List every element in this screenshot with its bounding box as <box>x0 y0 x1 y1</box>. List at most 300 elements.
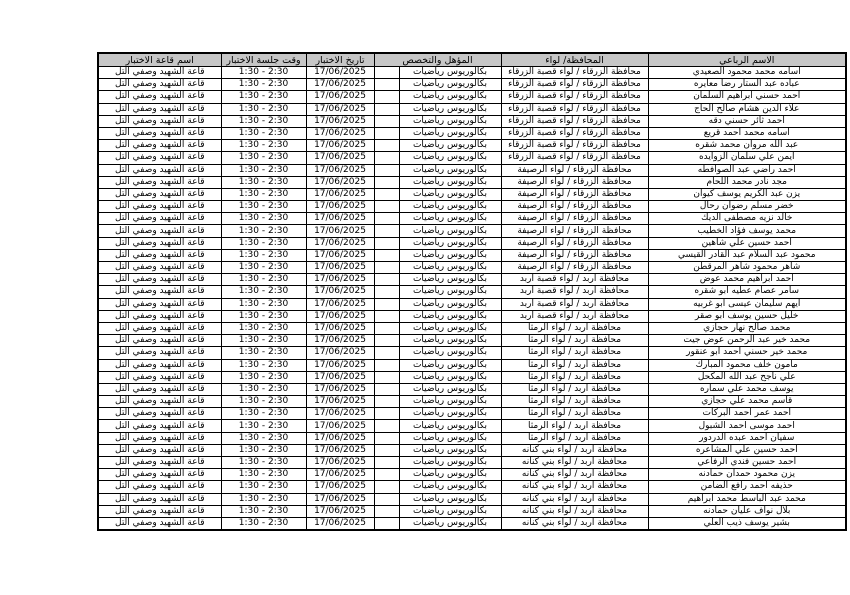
cell-governorate-district: محافظة الزرقاء / لواء قصبة الزرقاء <box>501 91 648 103</box>
cell-full-name: عباده عبد الستار رضا معايره <box>648 79 846 91</box>
table-row <box>98 91 846 103</box>
cell-exam-date: 17/06/2025 <box>306 249 374 261</box>
table-row <box>98 322 846 334</box>
cell-exam-hall-name: قاعة الشهيد وصفي التل <box>98 505 221 517</box>
table-row <box>98 140 846 152</box>
exam-schedule-sheet <box>97 52 847 531</box>
cell-exam-session-time: 1:30 - 2:30 <box>221 115 306 127</box>
cell-exam-session-time: 1:30 - 2:30 <box>221 127 306 139</box>
cell-governorate-district: محافظة اربد / لواء بني كنانه <box>501 505 648 517</box>
cell-exam-hall-name: قاعة الشهيد وصفي التل <box>98 481 221 493</box>
col-header-exam-date: تاريخ الاختبار <box>306 53 374 67</box>
cell-full-name: عبد الله مروان محمد شقره <box>648 140 846 152</box>
cell-exam-session-time: 1:30 - 2:30 <box>221 481 306 493</box>
cell-governorate-district: محافظة اربد / لواء بني كنانه <box>501 457 648 469</box>
cell-exam-session-time: 1:30 - 2:30 <box>221 103 306 115</box>
cell-spacer <box>374 152 399 164</box>
cell-exam-date: 17/06/2025 <box>306 225 374 237</box>
cell-full-name: محمد عبد الباسط محمد ابراهيم <box>648 493 846 505</box>
cell-governorate-district: محافظة اربد / لواء الرمثا <box>501 359 648 371</box>
cell-spacer <box>374 79 399 91</box>
cell-exam-session-time: 1:30 - 2:30 <box>221 396 306 408</box>
cell-exam-hall-name: قاعة الشهيد وصفي التل <box>98 371 221 383</box>
cell-governorate-district: محافظة الزرقاء / لواء قصبة الزرقاء <box>501 103 648 115</box>
table-row <box>98 164 846 176</box>
cell-exam-date: 17/06/2025 <box>306 188 374 200</box>
cell-exam-hall-name: قاعة الشهيد وصفي التل <box>98 469 221 481</box>
cell-exam-session-time: 1:30 - 2:30 <box>221 432 306 444</box>
cell-qualification-specialization: بكالوريوس رياضيات <box>399 517 501 530</box>
col-header-qualification-specialization: المؤهل والتخصص <box>374 53 501 67</box>
cell-qualification-specialization: بكالوريوس رياضيات <box>399 103 501 115</box>
cell-qualification-specialization: بكالوريوس رياضيات <box>399 188 501 200</box>
cell-full-name: احمد ثائر حسني دقه <box>648 115 846 127</box>
cell-exam-hall-name: قاعة الشهيد وصفي التل <box>98 262 221 274</box>
cell-full-name: محمد يوسف فؤاد الخطيب <box>648 225 846 237</box>
cell-exam-date: 17/06/2025 <box>306 359 374 371</box>
cell-qualification-specialization: بكالوريوس رياضيات <box>399 91 501 103</box>
table-row <box>98 79 846 91</box>
cell-exam-hall-name: قاعة الشهيد وصفي التل <box>98 335 221 347</box>
cell-spacer <box>374 469 399 481</box>
cell-exam-session-time: 1:30 - 2:30 <box>221 286 306 298</box>
cell-exam-hall-name: قاعة الشهيد وصفي التل <box>98 298 221 310</box>
cell-qualification-specialization: بكالوريوس رياضيات <box>399 420 501 432</box>
cell-exam-session-time: 1:30 - 2:30 <box>221 420 306 432</box>
cell-exam-hall-name: قاعة الشهيد وصفي التل <box>98 493 221 505</box>
table-row <box>98 152 846 164</box>
cell-qualification-specialization: بكالوريوس رياضيات <box>399 79 501 91</box>
table-row <box>98 298 846 310</box>
cell-qualification-specialization: بكالوريوس رياضيات <box>399 140 501 152</box>
cell-qualification-specialization: بكالوريوس رياضيات <box>399 298 501 310</box>
cell-exam-hall-name: قاعة الشهيد وصفي التل <box>98 517 221 530</box>
table-row <box>98 493 846 505</box>
cell-exam-date: 17/06/2025 <box>306 298 374 310</box>
cell-qualification-specialization: بكالوريوس رياضيات <box>399 201 501 213</box>
table-row <box>98 188 846 200</box>
cell-qualification-specialization: بكالوريوس رياضيات <box>399 444 501 456</box>
cell-exam-session-time: 1:30 - 2:30 <box>221 91 306 103</box>
cell-exam-date: 17/06/2025 <box>306 91 374 103</box>
cell-exam-hall-name: قاعة الشهيد وصفي التل <box>98 432 221 444</box>
cell-governorate-district: محافظة الزرقاء / لواء قصبة الزرقاء <box>501 127 648 139</box>
cell-exam-session-time: 1:30 - 2:30 <box>221 152 306 164</box>
cell-exam-hall-name: قاعة الشهيد وصفي التل <box>98 164 221 176</box>
cell-governorate-district: محافظة اربد / لواء بني كنانه <box>501 469 648 481</box>
cell-exam-session-time: 1:30 - 2:30 <box>221 249 306 261</box>
cell-full-name: احمد موسى احمد الشبول <box>648 420 846 432</box>
cell-qualification-specialization: بكالوريوس رياضيات <box>399 115 501 127</box>
cell-exam-session-time: 1:30 - 2:30 <box>221 79 306 91</box>
cell-qualification-specialization: بكالوريوس رياضيات <box>399 493 501 505</box>
cell-exam-date: 17/06/2025 <box>306 152 374 164</box>
cell-governorate-district: محافظة الزرقاء / لواء قصبة الزرقاء <box>501 79 648 91</box>
cell-qualification-specialization: بكالوريوس رياضيات <box>399 322 501 334</box>
cell-qualification-specialization: بكالوريوس رياضيات <box>399 457 501 469</box>
cell-governorate-district: محافظة الزرقاء / لواء الرصيفة <box>501 225 648 237</box>
cell-exam-date: 17/06/2025 <box>306 213 374 225</box>
cell-full-name: احمد حسني ابراهيم السلمان <box>648 91 846 103</box>
cell-exam-hall-name: قاعة الشهيد وصفي التل <box>98 79 221 91</box>
cell-full-name: احمد عمر احمد البركات <box>648 408 846 420</box>
cell-exam-hall-name: قاعة الشهيد وصفي التل <box>98 286 221 298</box>
cell-full-name: يزن محمود حمدان حمادنه <box>648 469 846 481</box>
cell-spacer <box>374 383 399 395</box>
cell-exam-date: 17/06/2025 <box>306 493 374 505</box>
cell-full-name: اسامه محمد محمود الصعيدي <box>648 67 846 79</box>
cell-exam-hall-name: قاعة الشهيد وصفي التل <box>98 213 221 225</box>
cell-full-name: يوسف محمد علي سماره <box>648 383 846 395</box>
cell-exam-date: 17/06/2025 <box>306 383 374 395</box>
cell-spacer <box>374 298 399 310</box>
table-row <box>98 201 846 213</box>
cell-governorate-district: محافظة الزرقاء / لواء قصبة الزرقاء <box>501 140 648 152</box>
cell-governorate-district: محافظة اربد / لواء الرمثا <box>501 371 648 383</box>
cell-exam-session-time: 1:30 - 2:30 <box>221 201 306 213</box>
cell-exam-date: 17/06/2025 <box>306 408 374 420</box>
cell-spacer <box>374 249 399 261</box>
cell-governorate-district: محافظة الزرقاء / لواء الرصيفة <box>501 188 648 200</box>
cell-full-name: بشير يوسف ذيب العلي <box>648 517 846 530</box>
cell-governorate-district: محافظة اربد / لواء الرمثا <box>501 432 648 444</box>
cell-full-name: احمد حسين علي شاهين <box>648 237 846 249</box>
cell-qualification-specialization: بكالوريوس رياضيات <box>399 408 501 420</box>
cell-governorate-district: محافظة الزرقاء / لواء الرصيفة <box>501 237 648 249</box>
cell-governorate-district: محافظة الزرقاء / لواء قصبة الزرقاء <box>501 115 648 127</box>
cell-exam-date: 17/06/2025 <box>306 176 374 188</box>
cell-exam-hall-name: قاعة الشهيد وصفي التل <box>98 115 221 127</box>
cell-exam-date: 17/06/2025 <box>306 237 374 249</box>
cell-qualification-specialization: بكالوريوس رياضيات <box>399 310 501 322</box>
cell-exam-date: 17/06/2025 <box>306 469 374 481</box>
cell-full-name: احمد حسين فندي الرفاعي <box>648 457 846 469</box>
cell-exam-session-time: 1:30 - 2:30 <box>221 176 306 188</box>
cell-exam-session-time: 1:30 - 2:30 <box>221 188 306 200</box>
cell-spacer <box>374 262 399 274</box>
cell-governorate-district: محافظة اربد / لواء بني كنانه <box>501 444 648 456</box>
cell-spacer <box>374 359 399 371</box>
table-row <box>98 213 846 225</box>
cell-exam-session-time: 1:30 - 2:30 <box>221 335 306 347</box>
cell-exam-hall-name: قاعة الشهيد وصفي التل <box>98 420 221 432</box>
cell-exam-session-time: 1:30 - 2:30 <box>221 469 306 481</box>
cell-exam-hall-name: قاعة الشهيد وصفي التل <box>98 237 221 249</box>
cell-exam-hall-name: قاعة الشهيد وصفي التل <box>98 91 221 103</box>
table-row <box>98 249 846 261</box>
cell-full-name: احمد ابراهيم محمد عوض <box>648 274 846 286</box>
cell-exam-hall-name: قاعة الشهيد وصفي التل <box>98 201 221 213</box>
cell-exam-date: 17/06/2025 <box>306 115 374 127</box>
cell-exam-session-time: 1:30 - 2:30 <box>221 274 306 286</box>
cell-governorate-district: محافظة اربد / لواء بني كنانه <box>501 493 648 505</box>
cell-spacer <box>374 140 399 152</box>
cell-spacer <box>374 396 399 408</box>
cell-governorate-district: محافظة اربد / لواء قصبة اربد <box>501 274 648 286</box>
table-row <box>98 517 846 530</box>
cell-qualification-specialization: بكالوريوس رياضيات <box>399 152 501 164</box>
cell-qualification-specialization: بكالوريوس رياضيات <box>399 176 501 188</box>
cell-exam-date: 17/06/2025 <box>306 481 374 493</box>
cell-exam-date: 17/06/2025 <box>306 286 374 298</box>
table-row <box>98 457 846 469</box>
cell-exam-date: 17/06/2025 <box>306 444 374 456</box>
cell-spacer <box>374 127 399 139</box>
cell-exam-date: 17/06/2025 <box>306 335 374 347</box>
cell-governorate-district: محافظة اربد / لواء الرمثا <box>501 335 648 347</box>
cell-spacer <box>374 67 399 79</box>
cell-qualification-specialization: بكالوريوس رياضيات <box>399 237 501 249</box>
cell-full-name: قاسم محمد علي حجازي <box>648 396 846 408</box>
table-row <box>98 432 846 444</box>
cell-exam-date: 17/06/2025 <box>306 103 374 115</box>
cell-spacer <box>374 493 399 505</box>
cell-governorate-district: محافظة الزرقاء / لواء الرصيفة <box>501 213 648 225</box>
cell-exam-hall-name: قاعة الشهيد وصفي التل <box>98 103 221 115</box>
cell-spacer <box>374 286 399 298</box>
cell-full-name: علاء الدين هشام صالح الحاج <box>648 103 846 115</box>
cell-exam-date: 17/06/2025 <box>306 432 374 444</box>
cell-governorate-district: محافظة اربد / لواء قصبة اربد <box>501 298 648 310</box>
cell-full-name: مأمون خلف محمود المبارك <box>648 359 846 371</box>
table-row <box>98 262 846 274</box>
table-row <box>98 67 846 79</box>
table-row <box>98 408 846 420</box>
cell-exam-date: 17/06/2025 <box>306 347 374 359</box>
cell-exam-session-time: 1:30 - 2:30 <box>221 213 306 225</box>
table-row <box>98 371 846 383</box>
cell-exam-hall-name: قاعة الشهيد وصفي التل <box>98 67 221 79</box>
cell-spacer <box>374 213 399 225</box>
cell-spacer <box>374 457 399 469</box>
cell-exam-hall-name: قاعة الشهيد وصفي التل <box>98 444 221 456</box>
cell-exam-date: 17/06/2025 <box>306 79 374 91</box>
cell-exam-session-time: 1:30 - 2:30 <box>221 140 306 152</box>
table-row <box>98 127 846 139</box>
cell-governorate-district: محافظة الزرقاء / لواء الرصيفة <box>501 262 648 274</box>
cell-governorate-district: محافظة الزرقاء / لواء الرصيفة <box>501 176 648 188</box>
cell-qualification-specialization: بكالوريوس رياضيات <box>399 286 501 298</box>
cell-exam-date: 17/06/2025 <box>306 274 374 286</box>
cell-full-name: محمد خير عبد الرحمن عوض جيت <box>648 335 846 347</box>
cell-exam-date: 17/06/2025 <box>306 164 374 176</box>
cell-exam-session-time: 1:30 - 2:30 <box>221 408 306 420</box>
cell-full-name: خالد نزيه مصطفى الديك <box>648 213 846 225</box>
cell-full-name: بلال نواف عليان حمادنه <box>648 505 846 517</box>
cell-exam-session-time: 1:30 - 2:30 <box>221 237 306 249</box>
cell-exam-date: 17/06/2025 <box>306 127 374 139</box>
cell-spacer <box>374 115 399 127</box>
cell-exam-session-time: 1:30 - 2:30 <box>221 517 306 530</box>
cell-governorate-district: محافظة الزرقاء / لواء قصبة الزرقاء <box>501 152 648 164</box>
cell-spacer <box>374 225 399 237</box>
cell-qualification-specialization: بكالوريوس رياضيات <box>399 371 501 383</box>
cell-exam-session-time: 1:30 - 2:30 <box>221 298 306 310</box>
table-row <box>98 237 846 249</box>
cell-qualification-specialization: بكالوريوس رياضيات <box>399 213 501 225</box>
cell-full-name: احمد راضي عبد الصوافطه <box>648 164 846 176</box>
cell-governorate-district: محافظة اربد / لواء قصبة اربد <box>501 310 648 322</box>
cell-full-name: مجد نادر محمد اللحام <box>648 176 846 188</box>
cell-full-name: احمد حسين علي المشاعره <box>648 444 846 456</box>
cell-full-name: محمد خير حسني احمد ابو عنقور <box>648 347 846 359</box>
table-body <box>98 67 846 531</box>
cell-exam-session-time: 1:30 - 2:30 <box>221 262 306 274</box>
cell-exam-hall-name: قاعة الشهيد وصفي التل <box>98 359 221 371</box>
table-row <box>98 286 846 298</box>
cell-exam-session-time: 1:30 - 2:30 <box>221 493 306 505</box>
cell-governorate-district: محافظة اربد / لواء الرمثا <box>501 420 648 432</box>
cell-full-name: محمود عبد السلام عبد القادر القيسي <box>648 249 846 261</box>
cell-governorate-district: محافظة الزرقاء / لواء الرصيفة <box>501 249 648 261</box>
cell-full-name: خليل حسين يوسف ابو صقر <box>648 310 846 322</box>
table-row <box>98 444 846 456</box>
cell-spacer <box>374 274 399 286</box>
cell-exam-date: 17/06/2025 <box>306 322 374 334</box>
cell-exam-session-time: 1:30 - 2:30 <box>221 457 306 469</box>
cell-qualification-specialization: بكالوريوس رياضيات <box>399 262 501 274</box>
table-row <box>98 481 846 493</box>
cell-governorate-district: محافظة الزرقاء / لواء الرصيفة <box>501 201 648 213</box>
cell-exam-hall-name: قاعة الشهيد وصفي التل <box>98 347 221 359</box>
cell-exam-session-time: 1:30 - 2:30 <box>221 505 306 517</box>
cell-spacer <box>374 237 399 249</box>
cell-spacer <box>374 505 399 517</box>
cell-exam-date: 17/06/2025 <box>306 201 374 213</box>
cell-exam-date: 17/06/2025 <box>306 262 374 274</box>
cell-exam-hall-name: قاعة الشهيد وصفي التل <box>98 274 221 286</box>
cell-governorate-district: محافظة اربد / لواء الرمثا <box>501 408 648 420</box>
cell-qualification-specialization: بكالوريوس رياضيات <box>399 347 501 359</box>
cell-exam-session-time: 1:30 - 2:30 <box>221 164 306 176</box>
table-row <box>98 359 846 371</box>
cell-spacer <box>374 176 399 188</box>
cell-spacer <box>374 481 399 493</box>
cell-qualification-specialization: بكالوريوس رياضيات <box>399 359 501 371</box>
table-row <box>98 469 846 481</box>
cell-governorate-district: محافظة الزرقاء / لواء قصبة الزرقاء <box>501 67 648 79</box>
table-row <box>98 115 846 127</box>
cell-spacer <box>374 103 399 115</box>
cell-exam-hall-name: قاعة الشهيد وصفي التل <box>98 383 221 395</box>
cell-spacer <box>374 164 399 176</box>
cell-qualification-specialization: بكالوريوس رياضيات <box>399 469 501 481</box>
cell-exam-hall-name: قاعة الشهيد وصفي التل <box>98 140 221 152</box>
table-row <box>98 505 846 517</box>
cell-qualification-specialization: بكالوريوس رياضيات <box>399 67 501 79</box>
table-row <box>98 274 846 286</box>
cell-spacer <box>374 201 399 213</box>
cell-exam-hall-name: قاعة الشهيد وصفي التل <box>98 188 221 200</box>
cell-qualification-specialization: بكالوريوس رياضيات <box>399 225 501 237</box>
cell-full-name: ايمن علي سلمان الزوايده <box>648 152 846 164</box>
cell-qualification-specialization: بكالوريوس رياضيات <box>399 249 501 261</box>
cell-governorate-district: محافظة اربد / لواء بني كنانه <box>501 517 648 530</box>
cell-full-name: سامر عصام عطيه ابو شقره <box>648 286 846 298</box>
cell-exam-hall-name: قاعة الشهيد وصفي التل <box>98 408 221 420</box>
exam-schedule-table <box>97 52 847 531</box>
cell-spacer <box>374 335 399 347</box>
table-row <box>98 310 846 322</box>
cell-exam-hall-name: قاعة الشهيد وصفي التل <box>98 457 221 469</box>
cell-full-name: علي ناجح عبد الله المكحل <box>648 371 846 383</box>
table-row <box>98 420 846 432</box>
cell-full-name: خضر مسلم رضوان رحال <box>648 201 846 213</box>
cell-exam-date: 17/06/2025 <box>306 517 374 530</box>
cell-exam-hall-name: قاعة الشهيد وصفي التل <box>98 396 221 408</box>
cell-exam-date: 17/06/2025 <box>306 67 374 79</box>
cell-spacer <box>374 371 399 383</box>
cell-spacer <box>374 517 399 530</box>
cell-full-name: يزن عبد الكريم يوسف كيوان <box>648 188 846 200</box>
cell-qualification-specialization: بكالوريوس رياضيات <box>399 432 501 444</box>
cell-qualification-specialization: بكالوريوس رياضيات <box>399 505 501 517</box>
table-row <box>98 396 846 408</box>
col-header-full-name: الاسم الرباعي <box>648 53 846 67</box>
cell-full-name: ايهم سليمان عيسى ابو غربيه <box>648 298 846 310</box>
cell-exam-hall-name: قاعة الشهيد وصفي التل <box>98 249 221 261</box>
cell-spacer <box>374 444 399 456</box>
cell-qualification-specialization: بكالوريوس رياضيات <box>399 164 501 176</box>
cell-qualification-specialization: بكالوريوس رياضيات <box>399 481 501 493</box>
cell-qualification-specialization: بكالوريوس رياضيات <box>399 396 501 408</box>
table-row <box>98 103 846 115</box>
cell-exam-session-time: 1:30 - 2:30 <box>221 347 306 359</box>
cell-exam-hall-name: قاعة الشهيد وصفي التل <box>98 225 221 237</box>
cell-exam-hall-name: قاعة الشهيد وصفي التل <box>98 152 221 164</box>
cell-governorate-district: محافظة اربد / لواء قصبة اربد <box>501 286 648 298</box>
cell-spacer <box>374 310 399 322</box>
cell-exam-session-time: 1:30 - 2:30 <box>221 225 306 237</box>
cell-governorate-district: محافظة اربد / لواء الرمثا <box>501 322 648 334</box>
cell-spacer <box>374 188 399 200</box>
cell-spacer <box>374 322 399 334</box>
cell-exam-hall-name: قاعة الشهيد وصفي التل <box>98 322 221 334</box>
cell-exam-date: 17/06/2025 <box>306 420 374 432</box>
cell-full-name: سفيان احمد عبده الدردور <box>648 432 846 444</box>
cell-governorate-district: محافظة اربد / لواء الرمثا <box>501 383 648 395</box>
cell-exam-session-time: 1:30 - 2:30 <box>221 383 306 395</box>
col-header-exam-hall-name: اسم قاعة الاختبار <box>98 53 221 67</box>
col-header-governorate-district: المحافظة/ لواء <box>501 53 648 67</box>
cell-exam-session-time: 1:30 - 2:30 <box>221 444 306 456</box>
cell-qualification-specialization: بكالوريوس رياضيات <box>399 335 501 347</box>
cell-qualification-specialization: بكالوريوس رياضيات <box>399 274 501 286</box>
cell-governorate-district: محافظة الزرقاء / لواء الرصيفة <box>501 164 648 176</box>
cell-governorate-district: محافظة اربد / لواء الرمثا <box>501 396 648 408</box>
cell-spacer <box>374 91 399 103</box>
cell-full-name: شاهر محمود شاهر المرقطن <box>648 262 846 274</box>
cell-exam-date: 17/06/2025 <box>306 457 374 469</box>
cell-exam-session-time: 1:30 - 2:30 <box>221 371 306 383</box>
header-row <box>98 53 846 67</box>
cell-spacer <box>374 420 399 432</box>
cell-governorate-district: محافظة اربد / لواء الرمثا <box>501 347 648 359</box>
cell-exam-date: 17/06/2025 <box>306 140 374 152</box>
cell-exam-session-time: 1:30 - 2:30 <box>221 322 306 334</box>
cell-qualification-specialization: بكالوريوس رياضيات <box>399 127 501 139</box>
cell-exam-session-time: 1:30 - 2:30 <box>221 67 306 79</box>
table-row <box>98 335 846 347</box>
cell-exam-hall-name: قاعة الشهيد وصفي التل <box>98 127 221 139</box>
cell-qualification-specialization: بكالوريوس رياضيات <box>399 383 501 395</box>
cell-exam-session-time: 1:30 - 2:30 <box>221 359 306 371</box>
cell-spacer <box>374 408 399 420</box>
cell-spacer <box>374 347 399 359</box>
col-header-exam-session-time: وقت جلسة الاختبار <box>221 53 306 67</box>
cell-exam-hall-name: قاعة الشهيد وصفي التل <box>98 176 221 188</box>
cell-exam-date: 17/06/2025 <box>306 371 374 383</box>
